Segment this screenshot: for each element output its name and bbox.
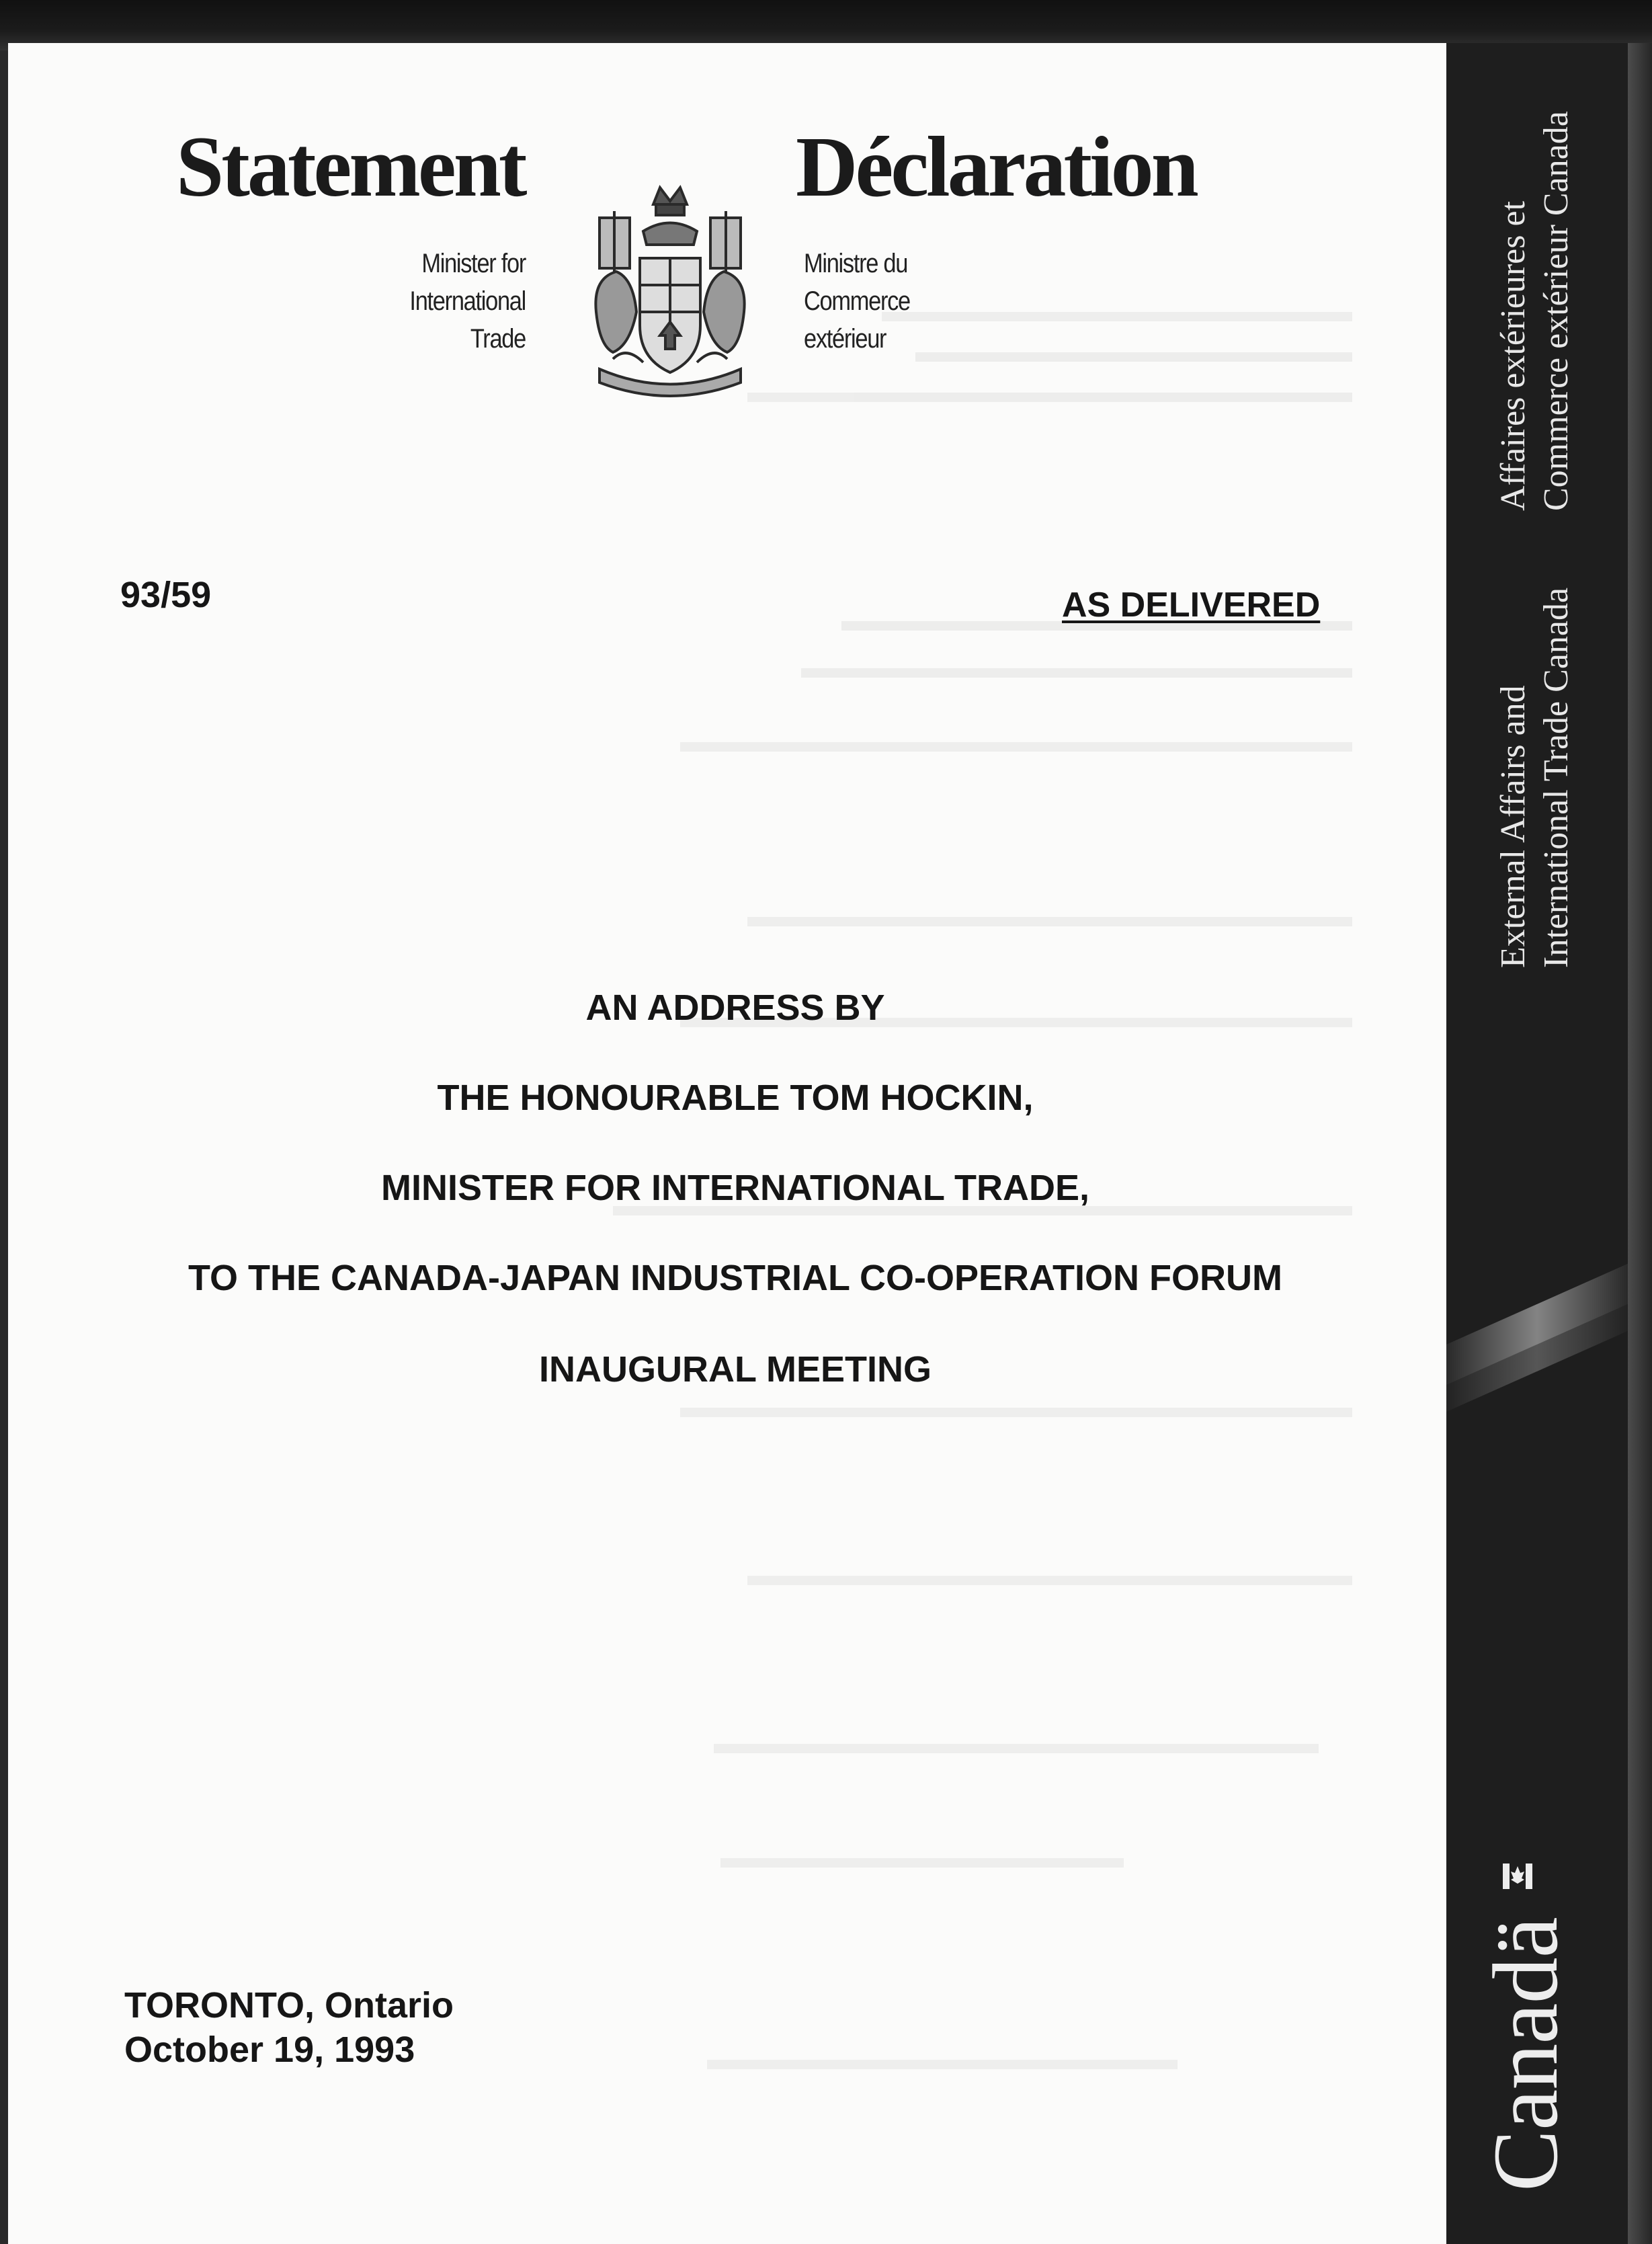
minister-title-fr-line: extérieur <box>804 324 886 354</box>
minister-title-fr-line: Commerce <box>804 286 910 316</box>
address-line: TO THE CANADA-JAPAN INDUSTRIAL CO-OPERATION FORUM <box>188 1258 1282 1298</box>
delivery-date: October 19, 1993 <box>124 2030 415 2070</box>
canada-wordmark: Canadä <box>1474 1917 1577 2192</box>
department-name-fr-line: Affaires extérieures et <box>1494 200 1532 511</box>
coat-of-arms-icon <box>586 177 754 413</box>
delivery-place: TORONTO, Ontario <box>124 1985 454 2026</box>
statement-heading: Statement <box>176 119 525 214</box>
document-number: 93/59 <box>120 575 212 615</box>
department-name-fr <box>1492 111 1578 511</box>
minister-title-fr-line: Ministre du <box>804 249 908 278</box>
address-line: MINISTER FOR INTERNATIONAL TRADE, <box>381 1168 1089 1208</box>
declaration-heading: Déclaration <box>796 119 1196 214</box>
document-page <box>8 43 1446 2244</box>
flag-icon <box>1503 1864 1532 1889</box>
minister-title-en-line: International <box>409 286 526 316</box>
minister-title-fr <box>804 245 910 358</box>
department-name-en-line: International Trade Canada <box>1537 587 1575 968</box>
address-line: THE HONOURABLE TOM HOCKIN, <box>437 1078 1034 1118</box>
department-name-en-line: External Affairs and <box>1494 685 1532 968</box>
department-name-fr-line: Commerce extérieur Canada <box>1537 111 1575 511</box>
delivery-status: AS DELIVERED <box>1062 586 1321 625</box>
minister-title-en <box>352 245 526 358</box>
department-name-en <box>1492 588 1578 968</box>
minister-title-en-line: Trade <box>470 324 526 354</box>
minister-title-en-line: Minister for <box>421 249 526 278</box>
address-line: AN ADDRESS BY <box>585 988 885 1028</box>
address-line: INAUGURAL MEETING <box>538 1349 932 1390</box>
